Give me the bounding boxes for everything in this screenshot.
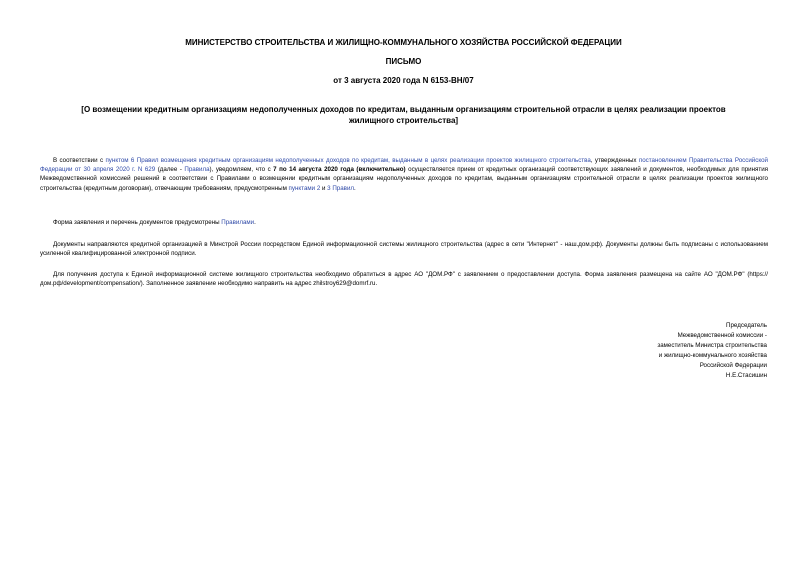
link-point-3-rules[interactable]: 3 Правил [327,184,355,192]
link-rule-point-6[interactable]: пунктом 6 Правил возмещения кредитным организациям недополученных доходов по кредитам, выданным в целях реализации проектов жилищного строительства [105,157,591,164]
paragraph-1-text-1: В соответствии с [53,157,106,164]
paragraph-2-text-2: . [254,219,256,226]
link-government-decree-629[interactable]: постановлением Правительства Российской Федерации от 30 апреля 2020 г. N 629 [40,157,768,174]
signature-line-1: Председатель [726,322,767,329]
paragraph-1-text-2: , утвержденных [590,157,639,164]
paragraph-1-text-5: осуществляется прием от кредитных организаций соответствующих заявлений и документов, необходимых для принятия Межведомственной комиссией решений в соответствии с Правилами о возмещении кредитным организациям недополученных доходов по кредитам, выданным организациям строительной отрасли в целях реализации проектов жилищного строительства (кредитным договорам), отвечающим требованиям, предусмотренным [40,166,769,192]
paragraph-4: Для получения доступа к Единой информационной системе жилищного строительства необходимо обратиться в адрес АО "ДОМ.РФ" с заявлением о предоставлении доступа. Форма заявления размещена на сайте АО "ДОМ.РФ" (https://дом.рф/development/compensation/). Заполненное заявление необходимо направить на адрес zhilstroy629@domrf.ru. [40,271,768,288]
paragraph-1 [40,156,768,193]
link-rules[interactable]: Правила [184,166,210,174]
paragraph-2-text-1: Форма заявления и перечень документов предусмотрены [53,219,222,226]
signatory-name: Н.Е.Стасишин [725,372,767,379]
signature-line-4: и жилищно-коммунального хозяйства [658,352,767,359]
link-rules-forms[interactable]: Правилами [221,219,255,226]
ministry-heading: МИНИСТЕРСТВО СТРОИТЕЛЬСТВА И ЖИЛИЩНО-КОММУНАЛЬНОГО ХОЗЯЙСТВА РОССИЙСКОЙ ФЕДЕРАЦИИ [185,38,622,47]
paragraph-1-text-4: ), уведомляем, что с [209,166,274,174]
paragraph-2 [40,218,768,227]
paragraph-1-text-3: (далее - [155,166,185,174]
signature-line-5: Российской Федерации [699,362,767,369]
paragraph-1-text-6: и [320,184,328,192]
signature-line-2: Межведомственной комиссии - [677,332,767,339]
signature-block [547,321,767,381]
paragraph-1-text-7: . [354,184,356,192]
acceptance-period: 7 по 14 августа 2020 года (включительно) [273,166,406,174]
paragraph-3: Документы направляются кредитной организацией в Минстрой России посредством Единой информационной системы жилищного строительства (адрес в сети "Интернет" - наш.дом.рф). Документы должны быть подписаны с использованием усиленной квалифицированной электронной подписи. [40,241,768,258]
signature-line-3: заместитель Министра строительства [657,342,767,349]
document-date-number: от 3 августа 2020 года N 6153-ВН/07 [333,76,474,85]
document-type-heading: ПИСЬМО [385,57,422,66]
link-points-2[interactable]: пунктами 2 [288,184,321,192]
document-title: [О возмещении кредитным организациям недополученных доходов по кредитам, выданным организациям строительной отрасли в целях реализации проектов жилищного строительства] [81,105,726,125]
